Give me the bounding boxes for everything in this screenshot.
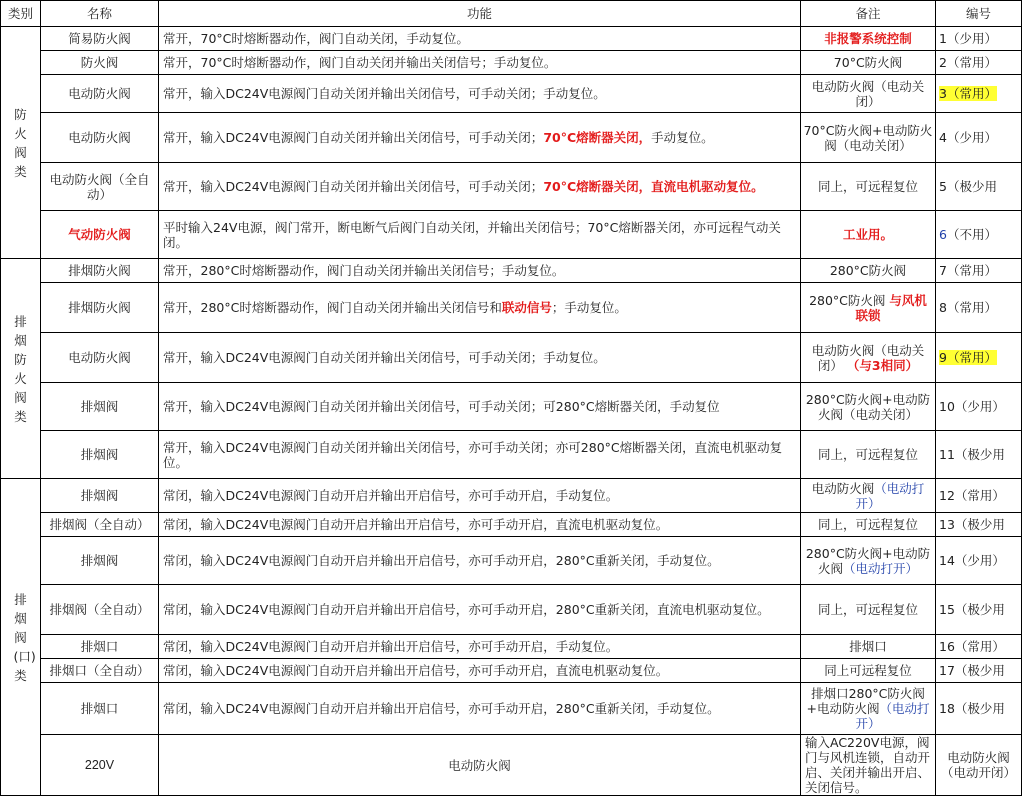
remark-cell bbox=[801, 283, 936, 333]
code-cell-text: 11（极少用 bbox=[939, 447, 1005, 462]
remark-cell bbox=[801, 163, 936, 211]
remark-cell-text: 同上，可远程复位 bbox=[817, 179, 918, 194]
function-cell bbox=[801, 735, 936, 796]
function-cell bbox=[159, 51, 801, 75]
table-row bbox=[1, 683, 1022, 735]
function-cell-text: 手动复位。 bbox=[651, 130, 714, 145]
table-row bbox=[1, 735, 1022, 796]
code-cell bbox=[936, 659, 1022, 683]
remark-cell-text: 280°C防火阀 bbox=[829, 263, 907, 278]
table-row bbox=[1, 585, 1022, 635]
remark-cell-text: 280°C防火阀+电动防火阀（电动关闭） bbox=[805, 391, 931, 422]
function-cell-text: 常闭，输入DC24V电源阀门自动开启并输出开启信号，亦可手动开启，直流电机驱动复位。 bbox=[163, 517, 669, 532]
valve-name-cell: 排烟阀 bbox=[41, 431, 159, 479]
function-cell-text: 常开，输入DC24V电源阀门自动关闭并输出关闭信号，可手动关闭； bbox=[163, 179, 544, 194]
function-cell-text: 常闭，输入DC24V电源阀门自动开启并输出开启信号，亦可手动开启，280°C重新关闭，手动复位。 bbox=[163, 701, 720, 716]
remark-cell-text: 280°C防火阀+电动防火阀 bbox=[805, 545, 931, 576]
code-cell-text: 8（常用） bbox=[939, 300, 997, 315]
remark-cell-text: （电动打开） bbox=[855, 480, 925, 511]
remark-cell bbox=[801, 635, 936, 659]
table-row bbox=[1, 537, 1022, 585]
code-cell-text: 2（常用） bbox=[939, 55, 997, 70]
remark-cell-text: 70°C防火阀+电动防火阀（电动关闭） bbox=[803, 122, 933, 153]
code-cell-text: 4（少用） bbox=[939, 130, 997, 145]
valve-name-cell: 排烟阀 bbox=[41, 383, 159, 431]
function-cell bbox=[159, 683, 801, 735]
table-row bbox=[1, 479, 1022, 513]
function-cell-text: 常开，输入DC24V电源阀门自动关闭并输出关闭信号，可手动关闭；手动复位。 bbox=[163, 350, 606, 365]
code-cell-text: 13（极少用 bbox=[939, 517, 1005, 532]
header-name: 名称 bbox=[41, 1, 159, 27]
code-cell bbox=[936, 537, 1022, 585]
remark-cell-text: 电动防火阀 bbox=[811, 480, 875, 496]
remark-cell bbox=[801, 333, 936, 383]
code-cell-text: 18（极少用 bbox=[939, 701, 1005, 716]
valve-name-cell: 防火阀 bbox=[41, 51, 159, 75]
function-cell-text: 常开，输入DC24V电源阀门自动关闭并输出关闭信号，亦可手动关闭；亦可280°C熔断器关闭，直流电机驱动复位。 bbox=[163, 439, 783, 470]
function-cell bbox=[159, 659, 801, 683]
remark-cell bbox=[801, 383, 936, 431]
table-row bbox=[1, 211, 1022, 259]
table-header-row bbox=[1, 1, 1022, 27]
function-cell-text: 常开，输入DC24V电源阀门自动关闭并输出关闭信号，可手动关闭； bbox=[163, 130, 544, 145]
header-category: 类别 bbox=[1, 1, 41, 27]
table-row bbox=[1, 51, 1022, 75]
table-row bbox=[1, 383, 1022, 431]
function-cell bbox=[159, 635, 801, 659]
valve-name-cell: 电动防火阀 bbox=[41, 75, 159, 113]
remark-cell bbox=[801, 211, 936, 259]
function-cell bbox=[159, 333, 801, 383]
valve-name-cell: 电动防火阀 bbox=[41, 113, 159, 163]
function-cell-text: ；手动复位。 bbox=[551, 300, 627, 315]
code-cell-text: 16（常用） bbox=[939, 639, 1005, 654]
code-cell-text: 10（少用） bbox=[939, 399, 1005, 414]
remark-cell-text: 70°C防火阀 bbox=[833, 55, 903, 70]
function-cell bbox=[159, 211, 801, 259]
valve-name-cell: 排烟阀（全自动） bbox=[41, 585, 159, 635]
table-row bbox=[1, 659, 1022, 683]
remark-cell-text: 280°C防火阀 bbox=[809, 292, 890, 308]
valve-name-cell: 电动防火阀 bbox=[159, 735, 801, 796]
function-cell-text: 常开，280°C时熔断器动作，阀门自动关闭并输出关闭信号；手动复位。 bbox=[163, 263, 565, 278]
valve-name-cell: 排烟防火阀 bbox=[41, 259, 159, 283]
table-row bbox=[1, 513, 1022, 537]
header-function: 功能 bbox=[159, 1, 801, 27]
category-smoke-fire-valve-label: 排烟防火阀类 bbox=[14, 313, 27, 424]
code-cell-text: 14（少用） bbox=[939, 553, 1005, 568]
code-cell bbox=[936, 479, 1022, 513]
function-cell bbox=[159, 27, 801, 51]
table-row bbox=[1, 283, 1022, 333]
table-row bbox=[1, 75, 1022, 113]
remark-cell bbox=[801, 513, 936, 537]
function-cell bbox=[159, 479, 801, 513]
table-row bbox=[1, 163, 1022, 211]
function-cell-text: 常闭，输入DC24V电源阀门自动开启并输出开启信号，亦可手动开启，280°C重新关闭，直流电机驱动复位。 bbox=[163, 602, 770, 617]
remark-cell-text: 排烟口280°C防火阀+电动防火阀 bbox=[806, 686, 925, 716]
table-row bbox=[1, 635, 1022, 659]
function-cell bbox=[159, 585, 801, 635]
function-cell-text: 输入AC220V电源，阀门与风机连锁，自动开启、关闭并输出开启、关闭信号。 bbox=[805, 735, 931, 795]
remark-cell-text: 与风机联锁 bbox=[855, 292, 927, 323]
remark-cell bbox=[801, 479, 936, 513]
function-cell bbox=[159, 75, 801, 113]
remark-cell-text: （电动打开） bbox=[843, 560, 919, 576]
function-cell-text: 常闭，输入DC24V电源阀门自动开启并输出开启信号，亦可手动开启，手动复位。 bbox=[163, 639, 619, 654]
remark-cell-text: 电动防火阀（电动关闭） bbox=[811, 342, 925, 373]
table-row bbox=[1, 113, 1022, 163]
table-row bbox=[1, 259, 1022, 283]
valve-name-cell: 排烟口 bbox=[41, 635, 159, 659]
code-cell-text: 6 bbox=[939, 227, 947, 242]
function-cell bbox=[159, 513, 801, 537]
remark-cell-text: 同上可远程复位 bbox=[824, 663, 912, 678]
code-cell-text: 9（常用） bbox=[939, 350, 997, 365]
remark-cell bbox=[801, 659, 936, 683]
function-cell-text: 常闭，输入DC24V电源阀门自动开启并输出开启信号，亦可手动开启，直流电机驱动复位。 bbox=[163, 663, 669, 678]
function-cell-text: 常开，70°C时熔断器动作，阀门自动关闭，手动复位。 bbox=[163, 31, 469, 46]
valve-name-cell: 排烟阀 bbox=[41, 479, 159, 513]
code-cell bbox=[936, 585, 1022, 635]
function-cell bbox=[159, 259, 801, 283]
valve-name-cell: 排烟口 bbox=[41, 683, 159, 735]
code-cell-text: 5（极少用 bbox=[939, 179, 997, 194]
code-cell bbox=[936, 113, 1022, 163]
remark-cell bbox=[801, 537, 936, 585]
remark-cell bbox=[801, 75, 936, 113]
valve-name-cell: 排烟阀 bbox=[41, 537, 159, 585]
remark-cell bbox=[801, 51, 936, 75]
remark-cell bbox=[936, 735, 1022, 796]
remark-cell-text: 同上，可远程复位 bbox=[817, 602, 918, 617]
code-cell bbox=[936, 383, 1022, 431]
code-cell bbox=[936, 431, 1022, 479]
remark-cell bbox=[801, 259, 936, 283]
category-220v: 220V bbox=[41, 735, 159, 796]
function-cell-text: 常开，输入DC24V电源阀门自动关闭并输出关闭信号，可手动关闭；可280°C熔断器关闭，手动复位 bbox=[163, 399, 720, 414]
valve-name-cell: 排烟口（全自动） bbox=[41, 659, 159, 683]
code-cell bbox=[936, 683, 1022, 735]
code-cell bbox=[936, 635, 1022, 659]
remark-cell-text: 电动防火阀（电动开闭） bbox=[940, 750, 1016, 780]
code-cell bbox=[936, 27, 1022, 51]
remark-cell-text: 排烟口 bbox=[849, 639, 887, 654]
valve-table-body bbox=[1, 1, 1022, 796]
remark-cell-text: 非报警系统控制 bbox=[824, 31, 912, 46]
table-row bbox=[1, 431, 1022, 479]
code-cell-text: 12（常用） bbox=[939, 488, 1005, 503]
code-cell bbox=[936, 513, 1022, 537]
code-cell bbox=[936, 259, 1022, 283]
function-cell bbox=[159, 537, 801, 585]
function-cell-text: 联动信号 bbox=[501, 300, 552, 315]
code-cell-text: 17（极少用 bbox=[939, 663, 1005, 678]
remark-cell-text: 同上，可远程复位 bbox=[817, 447, 918, 462]
remark-cell-text: （与3相同） bbox=[846, 357, 919, 373]
valve-name-cell: 气动防火阀 bbox=[41, 211, 159, 259]
remark-cell bbox=[801, 27, 936, 51]
function-cell-text: 70°C熔断器关闭，直流电机驱动复位。 bbox=[543, 179, 764, 194]
remark-cell bbox=[801, 585, 936, 635]
remark-cell bbox=[801, 431, 936, 479]
code-cell-text: 15（极少用 bbox=[939, 602, 1005, 617]
code-cell bbox=[936, 211, 1022, 259]
function-cell-text: 常闭，输入DC24V电源阀门自动开启并输出开启信号，亦可手动开启，手动复位。 bbox=[163, 488, 619, 503]
function-cell bbox=[159, 113, 801, 163]
valve-name-cell: 简易防火阀 bbox=[41, 27, 159, 51]
valve-name-cell: 排烟防火阀 bbox=[41, 283, 159, 333]
category-fire-valve bbox=[1, 27, 41, 259]
code-cell-text: 7（常用） bbox=[939, 263, 997, 278]
category-smoke-valve-label: 排烟阀(口)类 bbox=[13, 591, 36, 683]
remark-cell-text: 工业用。 bbox=[842, 227, 893, 242]
remark-cell-text: 同上，可远程复位 bbox=[817, 517, 918, 532]
remark-cell-text: 电动防火阀（电动关闭） bbox=[811, 78, 925, 109]
code-cell bbox=[936, 75, 1022, 113]
function-cell-text: 70°C熔断器关闭， bbox=[543, 130, 652, 145]
function-cell-text: 常开，输入DC24V电源阀门自动关闭并输出关闭信号，可手动关闭；手动复位。 bbox=[163, 86, 606, 101]
code-cell-text: （不用） bbox=[946, 227, 997, 242]
code-cell bbox=[936, 333, 1022, 383]
function-cell bbox=[159, 163, 801, 211]
code-cell bbox=[936, 283, 1022, 333]
valve-name-cell: 电动防火阀 bbox=[41, 333, 159, 383]
function-cell bbox=[159, 283, 801, 333]
function-cell-text: 常开，70°C时熔断器动作，阀门自动关闭并输出关闭信号；手动复位。 bbox=[163, 55, 557, 70]
remark-cell bbox=[801, 683, 936, 735]
table-row bbox=[1, 27, 1022, 51]
remark-cell bbox=[801, 113, 936, 163]
function-cell-text: 常闭，输入DC24V电源阀门自动开启并输出开启信号，亦可手动开启，280°C重新关闭，手动复位。 bbox=[163, 553, 720, 568]
remark-cell-text: （电动打开） bbox=[855, 701, 930, 731]
code-cell-text: 3（常用） bbox=[939, 86, 997, 101]
function-cell-text: 平时输入24V电源，阀门常开，断电断气后阀门自动关闭，并输出关闭信号；70°C熔断器关闭，亦可远程气动关闭。 bbox=[163, 219, 781, 250]
category-smoke-valve bbox=[1, 479, 41, 796]
code-cell bbox=[936, 163, 1022, 211]
function-cell-text: 常开，280°C时熔断器动作，阀门自动关闭并输出关闭信号和 bbox=[163, 300, 502, 315]
code-cell-text: 1（少用） bbox=[939, 31, 997, 46]
function-cell bbox=[159, 431, 801, 479]
code-cell bbox=[936, 51, 1022, 75]
valve-name-cell: 电动防火阀（全自动） bbox=[41, 163, 159, 211]
header-remark: 备注 bbox=[801, 1, 936, 27]
valve-name-cell: 排烟阀（全自动） bbox=[41, 513, 159, 537]
header-code: 编号 bbox=[936, 1, 1022, 27]
category-fire-valve-label: 防火阀类 bbox=[14, 106, 27, 179]
table-row bbox=[1, 333, 1022, 383]
function-cell bbox=[159, 383, 801, 431]
category-smoke-fire-valve bbox=[1, 259, 41, 479]
